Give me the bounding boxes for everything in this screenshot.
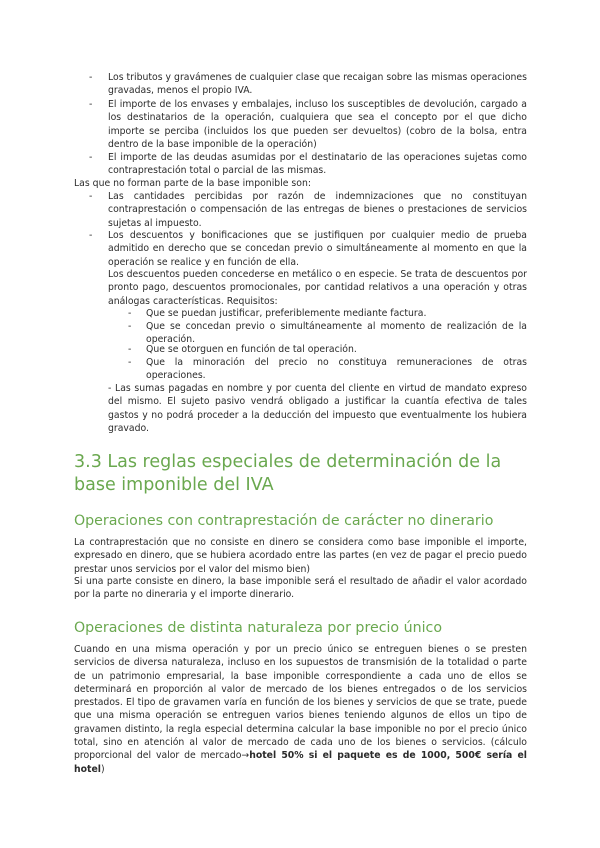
list-dash: - [128, 344, 132, 355]
requisito-text: Que la minoración del precio no constituya remuneraciones de otras operaciones. [146, 357, 527, 382]
list-item [89, 190, 527, 230]
requisito-item [128, 307, 527, 320]
paragraph: La contraprestación que no consiste en dinero se considera como base imponible el importe, expresado en dinero, que se hubiera acordado entre las partes (en vez de pagar el precio puedo prestar unos servicios por el valor del mismo bien) [74, 537, 527, 575]
requisito-item [128, 343, 527, 356]
requisito-text: Que se concedan previo o simultáneamente al momento de realización de la operación. [146, 321, 527, 346]
list-item-text: Las cantidades percibidas por razón de indemnizaciones que no constituyan contraprestación o compensación de las entregas de bienes o prestaciones de servicios sujetas al impuesto. [108, 191, 527, 229]
requisito-text: Que se otorguen en función de tal operación. [146, 344, 357, 355]
list-item [89, 151, 527, 178]
list-dash: - [89, 230, 93, 241]
list-item-text: El importe de las deudas asumidas por el destinatario de las operaciones sujetas como contraprestación total o parcial de las mismas. [108, 152, 527, 177]
list-item-text: Los descuentos y bonificaciones que se justifiquen por cualquier medio de prueba admitido en derecho que se concedan previo o simultáneamente al momento en que la operación se realice y en función de ella. [108, 230, 527, 268]
paragraph [74, 643, 527, 776]
list-dash: - [89, 99, 93, 110]
subsection-heading: Operaciones con contraprestación de carácter no dinerario [74, 513, 494, 529]
list-dash: - [128, 357, 132, 368]
list-item [89, 98, 527, 151]
list-item [89, 229, 527, 269]
requisito-item [128, 356, 527, 383]
list-item [89, 71, 527, 98]
list-item-text: Los tributos y gravámenes de cualquier clase que recaigan sobre las mismas operaciones gravadas, menos el propio IVA. [108, 72, 527, 97]
paragraph: Si una parte consiste en dinero, la base imponible será el resultado de añadir el valor acordado por la parte no dineraria y el importe dinerario. [74, 576, 527, 601]
arrow-icon: → [241, 750, 250, 762]
list-dash: - [128, 321, 132, 332]
sumas-paragraph: - Las sumas pagadas en nombre y por cuenta del cliente en virtud de mandato expreso del mismo. El sujeto pasivo vendrá obligado a justificar la cuantía efectiva de tales gastos y no podrá proceder a la deducción del impuesto que eventualmente los hubiera gravado. [108, 383, 527, 434]
subsection-heading: Operaciones de distinta naturaleza por precio único [74, 620, 443, 636]
list-item-text: El importe de los envases y embalajes, incluso los susceptibles de devolución, cargado a los destinatarios de la operación, cualquiera que sea el concepto por el que dicho importe se perciba (incluidos los que pueden ser devueltos) (cobro de la bolsa, entra dentro de la base imponible de la operación) [108, 99, 527, 150]
bold-example: hotel 50% si el paquete es de 1000, 500€ sería el hotel [74, 750, 527, 775]
list-dash: - [128, 308, 132, 319]
requisito-text: Que se puedan justificar, preferiblemente mediante factura. [146, 308, 427, 319]
section-heading: 3.3 Las reglas especiales de determinación de la base imponible del IVA [74, 452, 502, 495]
descuentos-paragraph: Los descuentos pueden concederse en metálico o en especie. Se trata de descuentos por pronto pago, descuentos promocionales, por cantidad relativos a una operación y otras análogas características. Requisitos: [108, 269, 527, 307]
paragraph-text: Cuando en una misma operación y por un precio único se entreguen bienes o se presten servicios de diversa naturaleza, incluso en los supuestos de transmisión de la totalidad o parte de un patrimonio empresarial, la base imponible correspondiente a cada uno de ellos se determinará en proporción al valor de mercado de los bienes entregados o de los servicios prestados. El tipo de gravamen varía en función de los bienes y servicios de que se trate, puede que una misma operación se entreguen varios bienes teniendo algunos de ellos un tipo de gravamen distinto, la regla especial determina calcular la base imponible no por el precio único total, sino en atención al valor de mercado de cada uno de los bienes o servicios. (cálculo proporcional del valor de mercado [74, 644, 527, 762]
list-dash: - [89, 152, 93, 163]
list-dash: - [89, 191, 93, 202]
no-forman-intro: Las que no forman parte de la base imponible son: [74, 178, 311, 189]
list-dash: - [89, 72, 93, 83]
closing-paren: ) [100, 763, 105, 775]
